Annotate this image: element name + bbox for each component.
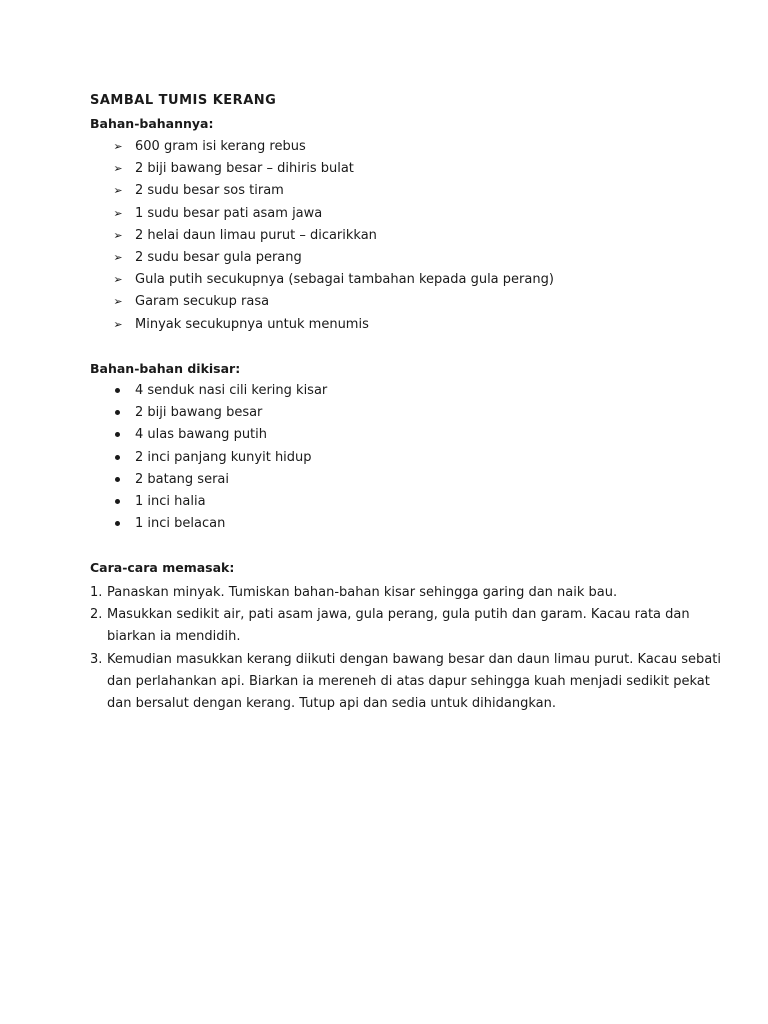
dot-bullet-icon: [115, 521, 120, 526]
ground-ingredients-heading: Bahan-bahan dikisar:: [90, 361, 241, 376]
dot-bullet-icon: [115, 455, 120, 460]
recipe-title: SAMBAL TUMIS KERANG: [90, 93, 277, 108]
step-text-line: dan perlahankan api. Biarkan ia mereneh di atas dapur sehingga kuah menjadi sedikit pekat: [107, 673, 710, 689]
step-text-line: Kemudian masukkan kerang diikuti dengan bawang besar dan daun limau purut. Kacau sebati: [107, 651, 721, 667]
step-text-line: dan bersalut dengan kerang. Tutup api dan sedia untuk dihidangkan.: [107, 696, 556, 712]
ingredients-heading: Bahan-bahannya:: [90, 116, 214, 131]
arrowhead-bullet-icon: ➢: [113, 295, 123, 309]
step-item: [0, 604, 768, 648]
step-item: [0, 649, 768, 716]
step-text-line: Panaskan minyak. Tumiskan bahan-bahan kisar sehingga garing dan naik bau.: [107, 585, 618, 600]
arrowhead-bullet-icon: ➢: [113, 250, 123, 264]
step-number: 2.: [90, 607, 103, 623]
dot-bullet-icon: [115, 410, 120, 415]
dot-bullet-icon: [115, 477, 120, 482]
document-page: SAMBAL TUMIS KERANG Bahan-bahannya: ➢ 600 gram isi kerang rebus ➢ 2 biji bawang besar – dihiris bulat ➢ 2 sudu besar sos tiram ➢ 1 sudu besar pati asam jawa ➢ 2 helai daun limau purut – dicarikkan ➢ 2 sudu besar gula perang ➢ Gula putih secukupnya (sebagai tambahan kepada gula perang) ➢ Garam secukup rasa ➢ Minyak secukupnya untuk menumis Bahan-bahan dikisar: 4 senduk nasi cili kering kisar 2 biji bawang besar 4 ulas bawang putih 2 inci panjang kunyit hidup 2 batang serai 1 inci halia 1 inci belacan Cara-cara memasak: 1. Panaskan minyak. Tumiskan bahan-bahan kisar sehingga garing dan naik bau. 2. Masukkan sedikit air, pati asam jawa, gula perang, gula putih dan garam. Kacau rata dan biarkan ia mendidih. 3. Kemudian masukkan kerang diikuti dengan bawang besar dan daun limau purut. Kacau sebati dan perlahankan api. Biarkan ia mereneh di atas dapur sehingga kuah menjadi sedikit pekat dan bersalut dengan kerang. Tutup api dan sedia untuk dihidangkan.: [0, 0, 768, 1024]
dot-bullet-icon: [115, 499, 120, 504]
dot-bullet-icon: [115, 388, 120, 393]
arrowhead-bullet-icon: ➢: [113, 206, 123, 220]
arrowhead-bullet-icon: ➢: [113, 162, 123, 176]
step-item: [0, 582, 768, 604]
dot-bullet-icon: [115, 432, 120, 437]
cooking-method-heading: Cara-cara memasak:: [90, 560, 235, 575]
arrowhead-bullet-icon: ➢: [113, 317, 123, 331]
step-text-line: Masukkan sedikit air, pati asam jawa, gula perang, gula putih dan garam. Kacau rata dan: [107, 607, 690, 623]
step-number: 3.: [90, 651, 103, 667]
arrowhead-bullet-icon: ➢: [113, 140, 123, 153]
step-number: 1.: [90, 585, 103, 600]
cooking-steps-list: [0, 582, 768, 715]
arrowhead-bullet-icon: ➢: [113, 228, 123, 242]
arrowhead-bullet-icon: ➢: [113, 184, 123, 198]
arrowhead-bullet-icon: ➢: [113, 273, 123, 287]
step-text-line: biarkan ia mendidih.: [107, 629, 241, 645]
